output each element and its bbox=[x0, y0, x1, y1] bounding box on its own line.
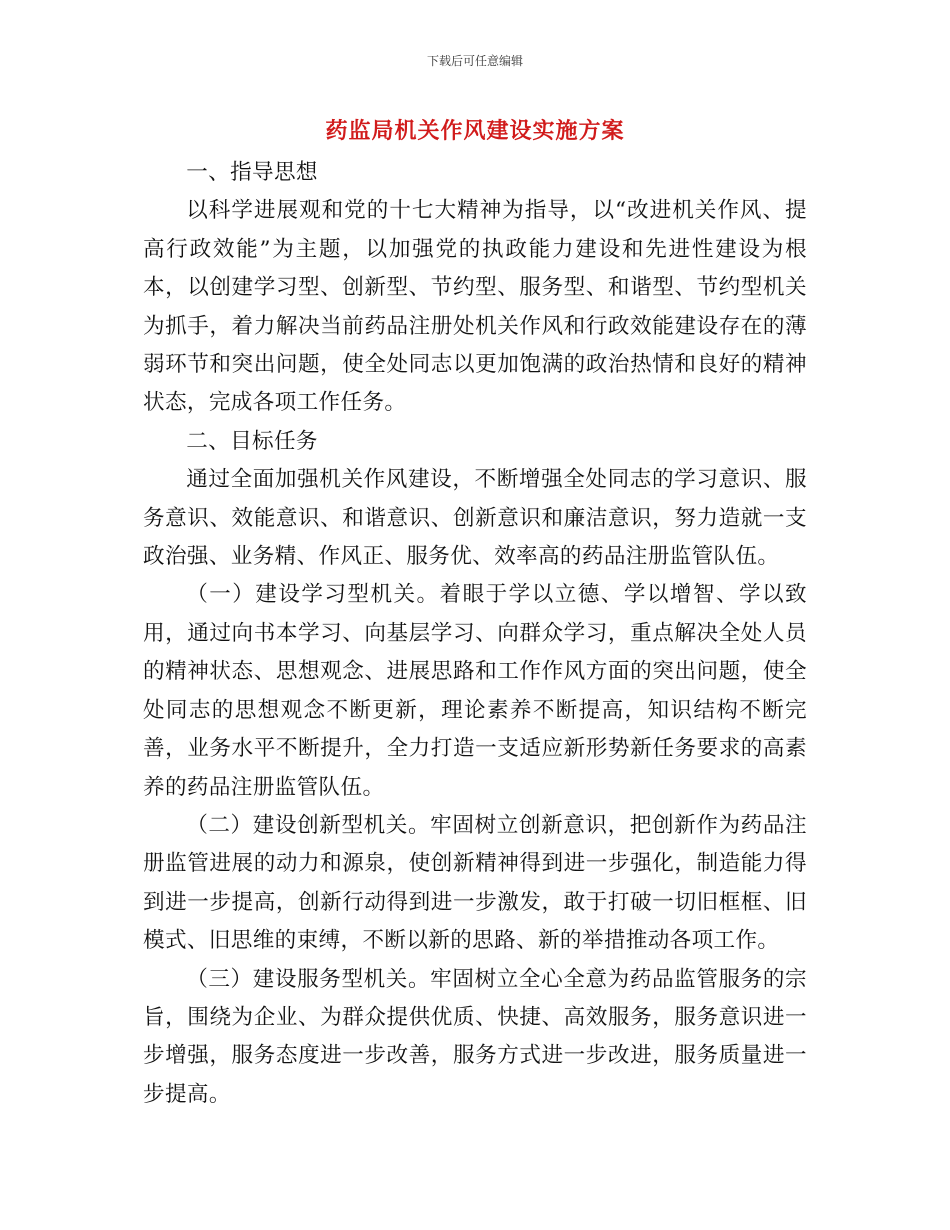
document-title: 药监局机关作风建设实施方案 bbox=[325, 118, 625, 144]
section-heading-guiding-ideology: 一、指导思想 bbox=[186, 160, 318, 185]
paragraph-service-organ: （三）建设服务型机关。牢固树立全心全意为药品监管服务的宗旨，围绕为企业、为群众提供优质、快捷、高效服务，服务意识进一步增强，服务态度进一步改善，服务方式进一步改进，服务质量进一步提高。 bbox=[143, 966, 807, 1107]
page-header-note: 下载后可任意编辑 bbox=[426, 54, 523, 68]
section-heading-goals-tasks: 二、目标任务 bbox=[186, 428, 318, 454]
paragraph-learning-organ: （一）建设学习型机关。着眼于学以立德、学以增智、学以致用，通过向书本学习、向基层学习、向群众学习，重点解决全处人员的精神状态、思想观念、进展思路和工作作风方面的突出问题，使全处同志的思想观念不断更新，理论素养不断提高，知识结构不断完善，业务水平不断提升，全力打造一支适应新形势新任务要求的高素养的药品注册监管队伍。 bbox=[143, 582, 807, 800]
paragraph-goals-tasks: 通过全面加强机关作风建设，不断增强全处同志的学习意识、服务意识、效能意识、和谐意识、创新意识和廉洁意识，努力造就一支政治强、业务精、作风正、服务优、效率高的药品注册监管队伍。 bbox=[143, 467, 807, 570]
document-body bbox=[143, 154, 807, 1114]
paragraph-guiding-ideology: 以科学进展观和党的十七大精神为指导，以“改进机关作风、提高行政效能”为主题，以加强党的执政能力建设和先进性建设为根本，以创建学习型、创新型、节约型、服务型、和谐型、节约型机关为抓手，着力解决当前药品注册处机关作风和行政效能建设存在的薄弱环节和突出问题，使全处同志以更加饱满的政治热情和良好的精神状态，完成各项工作任务。 bbox=[143, 198, 807, 416]
paragraph-innovative-organ: （二）建设创新型机关。牢固树立创新意识，把创新作为药品注册监管进展的动力和源泉，使创新精神得到进一步强化，制造能力得到进一步提高，创新行动得到进一步激发，敢于打破一切旧框框、旧模式、旧思维的束缚，不断以新的思路、新的举措推动各项工作。 bbox=[143, 812, 807, 954]
